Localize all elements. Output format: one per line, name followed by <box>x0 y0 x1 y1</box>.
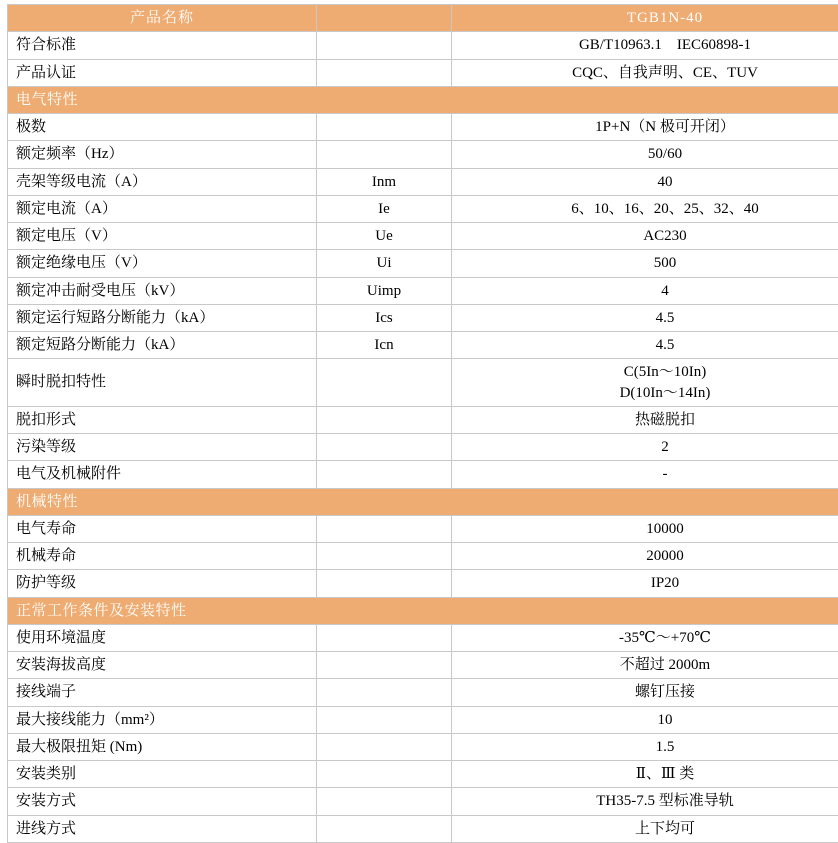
section-header-mechanical <box>8 488 838 515</box>
table-row <box>8 114 838 141</box>
row-symbol <box>317 406 452 433</box>
row-label: 防护等级 <box>8 570 317 597</box>
table-row <box>8 461 838 488</box>
header-product-model: TGB1N-40 <box>452 5 838 32</box>
table-row <box>8 304 838 331</box>
row-symbol <box>317 515 452 542</box>
row-value: Ⅱ、Ⅲ 类 <box>452 761 838 788</box>
table-row <box>8 706 838 733</box>
table-row <box>8 570 838 597</box>
row-symbol <box>317 32 452 59</box>
row-value: TH35-7.5 型标准导轨 <box>452 788 838 815</box>
table-row <box>8 515 838 542</box>
row-value: AC230 <box>452 223 838 250</box>
table-row <box>8 32 838 59</box>
row-value: 4.5 <box>452 332 838 359</box>
row-label: 安装海拔高度 <box>8 652 317 679</box>
table-row <box>8 652 838 679</box>
row-label: 电气及机械附件 <box>8 461 317 488</box>
table-row <box>8 141 838 168</box>
row-label: 使用环境温度 <box>8 624 317 651</box>
row-symbol: Icn <box>317 332 452 359</box>
table-row <box>8 543 838 570</box>
row-value: 10000 <box>452 515 838 542</box>
section-header-operating-conditions <box>8 597 838 624</box>
row-label: 机械寿命 <box>8 543 317 570</box>
table-row <box>8 168 838 195</box>
row-label: 产品认证 <box>8 59 317 86</box>
row-symbol <box>317 706 452 733</box>
row-label: 额定电压（V） <box>8 223 317 250</box>
table-row <box>8 59 838 86</box>
table-row <box>8 223 838 250</box>
table-row <box>8 332 838 359</box>
row-label: 额定电流（A） <box>8 195 317 222</box>
row-symbol <box>317 570 452 597</box>
row-label: 接线端子 <box>8 679 317 706</box>
row-value: 40 <box>452 168 838 195</box>
table-row <box>8 788 838 815</box>
row-symbol <box>317 733 452 760</box>
row-label: 进线方式 <box>8 815 317 842</box>
row-symbol: Ics <box>317 304 452 331</box>
row-symbol <box>317 114 452 141</box>
row-symbol <box>317 59 452 86</box>
row-symbol <box>317 461 452 488</box>
row-symbol <box>317 141 452 168</box>
table-header-row <box>8 5 838 32</box>
row-value-line-1: C(5In～10In) <box>460 362 838 382</box>
table-row <box>8 733 838 760</box>
row-value <box>452 359 838 407</box>
row-value: 4 <box>452 277 838 304</box>
table-row <box>8 250 838 277</box>
row-label: 额定短路分断能力（kA） <box>8 332 317 359</box>
row-symbol <box>317 679 452 706</box>
row-value: 10 <box>452 706 838 733</box>
product-specification-table <box>7 4 838 843</box>
row-label: 额定绝缘电压（V） <box>8 250 317 277</box>
table-row <box>8 624 838 651</box>
row-value: -35℃～+70℃ <box>452 624 838 651</box>
row-value: 4.5 <box>452 304 838 331</box>
row-value: IP20 <box>452 570 838 597</box>
row-label: 额定频率（Hz） <box>8 141 317 168</box>
row-label: 电气寿命 <box>8 515 317 542</box>
row-symbol <box>317 652 452 679</box>
row-label: 壳架等级电流（A） <box>8 168 317 195</box>
row-value: 热磁脱扣 <box>452 406 838 433</box>
row-value: 20000 <box>452 543 838 570</box>
row-value: 上下均可 <box>452 815 838 842</box>
row-value: 500 <box>452 250 838 277</box>
row-label: 额定运行短路分断能力（kA） <box>8 304 317 331</box>
section-header-electrical <box>8 86 838 113</box>
row-label: 瞬时脱扣特性 <box>8 359 317 407</box>
row-symbol <box>317 543 452 570</box>
row-value: 螺钉压接 <box>452 679 838 706</box>
row-symbol: Ue <box>317 223 452 250</box>
table-row <box>8 406 838 433</box>
row-symbol <box>317 815 452 842</box>
row-label: 符合标准 <box>8 32 317 59</box>
row-symbol <box>317 788 452 815</box>
section-title: 正常工作条件及安装特性 <box>8 597 838 624</box>
section-title: 机械特性 <box>8 488 838 515</box>
table-row <box>8 761 838 788</box>
header-product-name: 产品名称 <box>8 5 317 32</box>
row-label: 安装类别 <box>8 761 317 788</box>
row-label: 最大接线能力（mm²） <box>8 706 317 733</box>
row-symbol <box>317 624 452 651</box>
table-row <box>8 277 838 304</box>
row-label: 极数 <box>8 114 317 141</box>
row-value: - <box>452 461 838 488</box>
row-label: 额定冲击耐受电压（kV） <box>8 277 317 304</box>
row-value: 不超过 2000m <box>452 652 838 679</box>
row-label: 脱扣形式 <box>8 406 317 433</box>
row-label: 最大极限扭矩 (Nm) <box>8 733 317 760</box>
table-row <box>8 434 838 461</box>
row-symbol: Ui <box>317 250 452 277</box>
header-symbol <box>317 5 452 32</box>
row-value-line-2: D(10In～14In) <box>460 383 838 403</box>
table-row <box>8 195 838 222</box>
row-value: 2 <box>452 434 838 461</box>
row-value: 1.5 <box>452 733 838 760</box>
table-row <box>8 679 838 706</box>
row-value: 1P+N（N 极可开闭） <box>452 114 838 141</box>
row-value: CQC、自我声明、CE、TUV <box>452 59 838 86</box>
row-symbol <box>317 761 452 788</box>
section-title: 电气特性 <box>8 86 838 113</box>
row-symbol: Inm <box>317 168 452 195</box>
table-body <box>8 5 838 843</box>
row-symbol: Uimp <box>317 277 452 304</box>
row-symbol <box>317 359 452 407</box>
table-row <box>8 815 838 842</box>
table-row <box>8 359 838 407</box>
row-symbol <box>317 434 452 461</box>
row-symbol: Ie <box>317 195 452 222</box>
row-label: 污染等级 <box>8 434 317 461</box>
row-value: 6、10、16、20、25、32、40 <box>452 195 838 222</box>
row-value: 50/60 <box>452 141 838 168</box>
row-label: 安装方式 <box>8 788 317 815</box>
row-value: GB/T10963.1 IEC60898-1 <box>452 32 838 59</box>
